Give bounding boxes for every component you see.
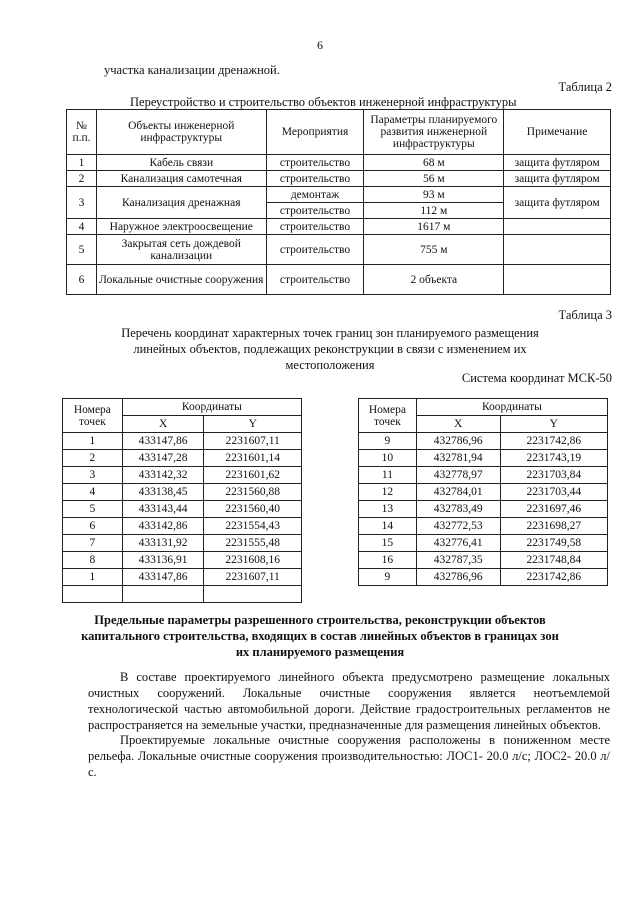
table-header: Параметры планируемого развития инженерной инфраструктуры (364, 110, 504, 155)
table-cell: 2231601,14 (204, 450, 302, 467)
paragraph: В составе проектируемого линейного объекта предусмотрено размещение локальных очистных сооружений. Локальные очистные сооружения является неотъемлемой технологической частью автомобильной дороги. Действие градостроительных регламентов не распространяется на земельные участки, предназначенные для размещения линейных объектов. (88, 670, 610, 732)
table-header: Номера точек (63, 399, 123, 433)
table-row (63, 501, 302, 518)
table-cell: 2231749,58 (500, 535, 608, 552)
table-cell: 16 (359, 552, 417, 569)
table-cell: 2231743,19 (500, 450, 608, 467)
table-cell: 2231748,84 (500, 552, 608, 569)
table-cell: 2231601,62 (204, 467, 302, 484)
table-cell: демонтаж (266, 187, 364, 203)
table-cell: строительство (266, 171, 364, 187)
table-row (63, 484, 302, 501)
table-cell: 13 (359, 501, 417, 518)
table-cell: 93 м (364, 187, 504, 203)
page-number: 6 (317, 38, 323, 52)
table-row (67, 171, 611, 187)
table-cell: 56 м (364, 171, 504, 187)
table-row (67, 235, 611, 265)
table-cell (122, 586, 204, 603)
table-row (67, 187, 611, 203)
table-row (359, 552, 608, 569)
paragraph: Проектируемые локальные очистные сооружения расположены в пониженном месте рельефа. Локальные очистные сооружения производительностью: ЛОС1- 20.0 л/с; ЛОС2- 20.0 л/с. (88, 733, 610, 779)
table-row (359, 484, 608, 501)
table-cell (504, 219, 611, 235)
table-cell: 433138,45 (122, 484, 204, 501)
table-cell: Кабель связи (96, 155, 266, 171)
table-cell: 11 (359, 467, 417, 484)
table-cell: защита футляром (504, 187, 611, 219)
coordinates-left-body (63, 433, 302, 586)
table-header: Номера точек (359, 399, 417, 433)
table-cell: 5 (67, 235, 97, 265)
table-cell: 2 (67, 171, 97, 187)
table-cell: Наружное электроосвещение (96, 219, 266, 235)
table-row (63, 467, 302, 484)
table-cell: 1 (67, 155, 97, 171)
table-cell: 3 (67, 187, 97, 219)
intro-line: участка канализации дренажной. (104, 63, 280, 77)
table-cell: 432784,01 (416, 484, 500, 501)
table-row (63, 450, 302, 467)
table-cell (63, 586, 123, 603)
table-cell: 433136,91 (122, 552, 204, 569)
table-cell: 432776,41 (416, 535, 500, 552)
table-row (67, 155, 611, 171)
table-cell: 432783,49 (416, 501, 500, 518)
table-cell: строительство (266, 219, 364, 235)
table-cell: 12 (359, 484, 417, 501)
table-cell: 2231698,27 (500, 518, 608, 535)
table-cell: 10 (359, 450, 417, 467)
table2-caption: Таблица 2 (558, 80, 612, 94)
table-cell: 2 объекта (364, 265, 504, 295)
table-header: Объекты инженерной инфраструктуры (96, 110, 266, 155)
table-cell (504, 235, 611, 265)
table-cell: Канализация дренажная (96, 187, 266, 219)
table-cell: 2 (63, 450, 123, 467)
table-cell: 2231560,40 (204, 501, 302, 518)
table2-title: Переустройство и строительство объектов инженерной инфраструктуры (130, 95, 517, 109)
table-cell: 9 (359, 569, 417, 586)
section-title: Предельные параметры разрешенного строительства, реконструкции объектов капитального строительства, входящих в состав линейных объектов в границах зон их планируемого размещения (81, 613, 559, 659)
table-cell (504, 265, 611, 295)
table-row (63, 518, 302, 535)
table-cell: 4 (63, 484, 123, 501)
table-row (63, 552, 302, 569)
table-cell: 2231555,48 (204, 535, 302, 552)
table-cell: 2231607,11 (204, 569, 302, 586)
table-cell: Локальные очистные сооружения (96, 265, 266, 295)
table-cell (204, 586, 302, 603)
table-cell: 2231742,86 (500, 433, 608, 450)
table-cell: 433131,92 (122, 535, 204, 552)
table-cell: 432786,96 (416, 569, 500, 586)
table-cell: 15 (359, 535, 417, 552)
table-row (359, 433, 608, 450)
table-row (63, 569, 302, 586)
coordinates-table-right (358, 398, 608, 586)
table-cell: 433142,32 (122, 467, 204, 484)
table-cell: строительство (266, 265, 364, 295)
table-cell: 432778,97 (416, 467, 500, 484)
table-cell: 8 (63, 552, 123, 569)
table-cell: 4 (67, 219, 97, 235)
table-header: X (416, 416, 500, 433)
table-cell: 433143,44 (122, 501, 204, 518)
table-cell: 432772,53 (416, 518, 500, 535)
table-row (359, 518, 608, 535)
table-row (63, 535, 302, 552)
table-row (63, 433, 302, 450)
table-cell: 2231742,86 (500, 569, 608, 586)
table-cell: Закрытая сеть дождевой канализации (96, 235, 266, 265)
table-header: Примечание (504, 110, 611, 155)
table-cell: 5 (63, 501, 123, 518)
coordinates-table-left (62, 398, 302, 603)
table-cell: 9 (359, 433, 417, 450)
table-cell: 2231608,16 (204, 552, 302, 569)
table-cell: 433147,86 (122, 433, 204, 450)
table-row (359, 501, 608, 518)
table-header: Координаты (416, 399, 607, 416)
coordinates-right-body (359, 433, 608, 586)
table-cell: 7 (63, 535, 123, 552)
table-cell: 2231697,46 (500, 501, 608, 518)
table-row (67, 265, 611, 295)
table-cell: 68 м (364, 155, 504, 171)
table-row (359, 450, 608, 467)
table3-caption: Таблица 3 (558, 308, 612, 322)
table-cell: 432781,94 (416, 450, 500, 467)
table-cell: 2231703,44 (500, 484, 608, 501)
table-cell: 432786,96 (416, 433, 500, 450)
table-cell: 433147,28 (122, 450, 204, 467)
table-cell: 1617 м (364, 219, 504, 235)
table-cell: 1 (63, 569, 123, 586)
infrastructure-table (66, 109, 611, 295)
table-cell: 755 м (364, 235, 504, 265)
table-header: Мероприятия (266, 110, 364, 155)
coordinate-system: Система координат МСК-50 (461, 371, 612, 385)
table-header: Y (500, 416, 608, 433)
table-row (67, 219, 611, 235)
table-cell: 2231607,11 (204, 433, 302, 450)
table-cell: 112 м (364, 203, 504, 219)
table-cell: 432787,35 (416, 552, 500, 569)
table-cell: защита футляром (504, 171, 611, 187)
table-row (359, 569, 608, 586)
table-row (359, 467, 608, 484)
table-cell: 6 (67, 265, 97, 295)
table-cell: 433142,86 (122, 518, 204, 535)
table-cell: 433147,86 (122, 569, 204, 586)
table3-title: Перечень координат характерных точек границ зон планируемого размещения линейных объектов, подлежащих реконструкции в связи с изменением их местоположения (121, 326, 539, 372)
table-cell: 2231703,84 (500, 467, 608, 484)
table-cell: 1 (63, 433, 123, 450)
table-cell: 6 (63, 518, 123, 535)
table-header: Y (204, 416, 302, 433)
table-cell: 2231554,43 (204, 518, 302, 535)
table-header: X (122, 416, 204, 433)
table-cell: защита футляром (504, 155, 611, 171)
table-cell: строительство (266, 155, 364, 171)
table-cell: строительство (266, 235, 364, 265)
table-header: № п.п. (67, 110, 97, 155)
table-cell: 14 (359, 518, 417, 535)
table-cell: 3 (63, 467, 123, 484)
table-cell: Канализация самотечная (96, 171, 266, 187)
table-cell: 2231560,88 (204, 484, 302, 501)
table-cell: строительство (266, 203, 364, 219)
table-row (359, 535, 608, 552)
table-header: Координаты (122, 399, 301, 416)
